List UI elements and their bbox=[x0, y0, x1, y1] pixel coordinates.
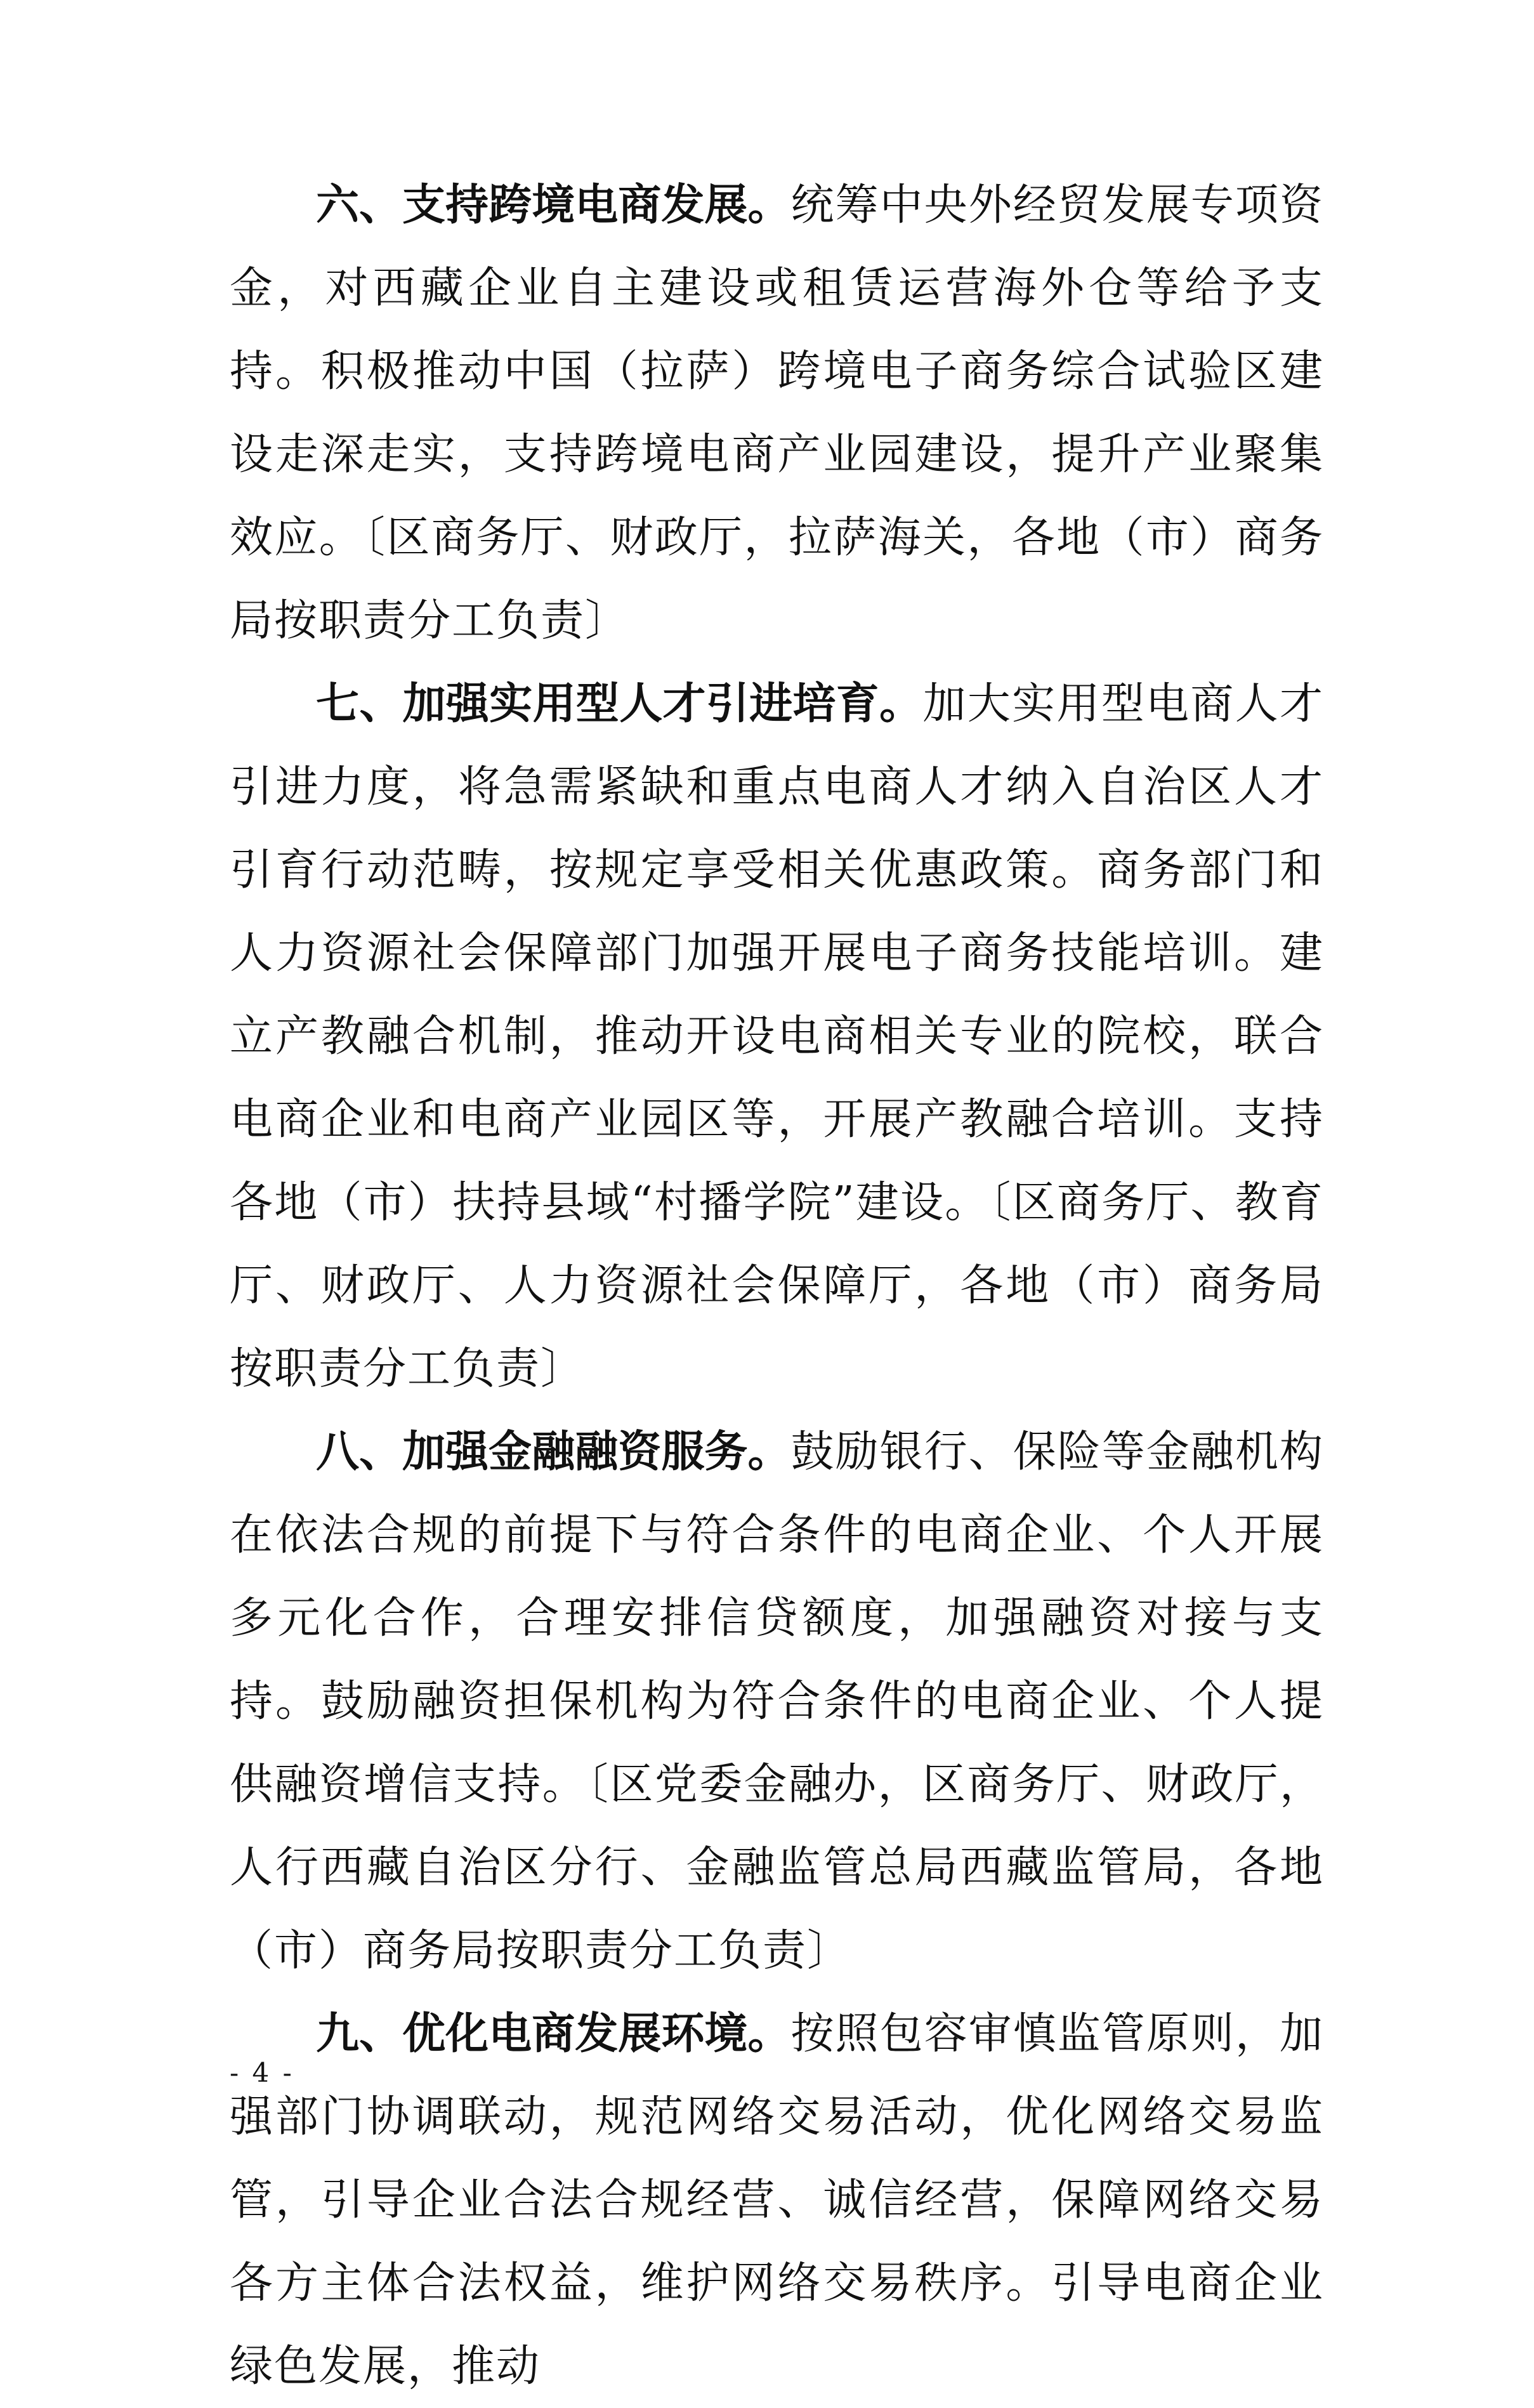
paragraph-nine bbox=[230, 1992, 1324, 2408]
paragraph-heading: 八、加强金融融资服务。 bbox=[316, 1427, 791, 1477]
paragraph-heading: 六、支持跨境电商发展。 bbox=[316, 180, 791, 230]
paragraph-text: 加大实用型电商人才引进力度，将急需紧缺和重点电商人才纳入自治区人才引育行动范畴，按规定享受相关优惠政策。商务部门和人力资源社会保障部门加强开展电子商务技能培训。建立产教融合机制，推动开设电商相关专业的院校，联合电商企业和电商产业园区等，开展产教融合培训。支持各地（市）扶持县域“村播学院”建设。〔区商务厅、教育厅、财政厅、人力资源社会保障厅，各地（市）商务局按职责分工负责〕 bbox=[230, 679, 1324, 1394]
paragraph-six bbox=[230, 164, 1324, 662]
paragraph-text: 统筹中央外经贸发展专项资金，对西藏企业自主建设或租赁运营海外仓等给予支持。积极推动中国（拉萨）跨境电子商务综合试验区建设走深走实，支持跨境电商产业园建设，提升产业聚集效应。〔区商务厅、财政厅，拉萨海关，各地（市）商务局按职责分工负责〕 bbox=[230, 180, 1324, 646]
paragraph-seven bbox=[230, 662, 1324, 1411]
paragraph-eight bbox=[230, 1411, 1324, 1992]
paragraph-text: 按照包容审慎监管原则，加强部门协调联动，规范网络交易活动，优化网络交易监管，引导企业合法合规经营、诚信经营，保障网络交易各方主体合法权益，维护网络交易秩序。引导电商企业绿色发展，推动 bbox=[230, 2009, 1324, 2392]
document-body bbox=[230, 164, 1324, 2408]
paragraph-text: 鼓励银行、保险等金融机构在依法合规的前提下与符合条件的电商企业、个人开展多元化合作，合理安排信贷额度，加强融资对接与支持。鼓励融资担保机构为符合条件的电商企业、个人提供融资增信支持。〔区党委金融办，区商务厅、财政厅，人行西藏自治区分行、金融监管总局西藏监管局，各地（市）商务局按职责分工负责〕 bbox=[230, 1427, 1324, 1976]
page-number: - 4 - bbox=[230, 2057, 294, 2088]
paragraph-heading: 九、优化电商发展环境。 bbox=[316, 2009, 791, 2059]
paragraph-heading: 七、加强实用型人才引进培育。 bbox=[316, 679, 923, 729]
